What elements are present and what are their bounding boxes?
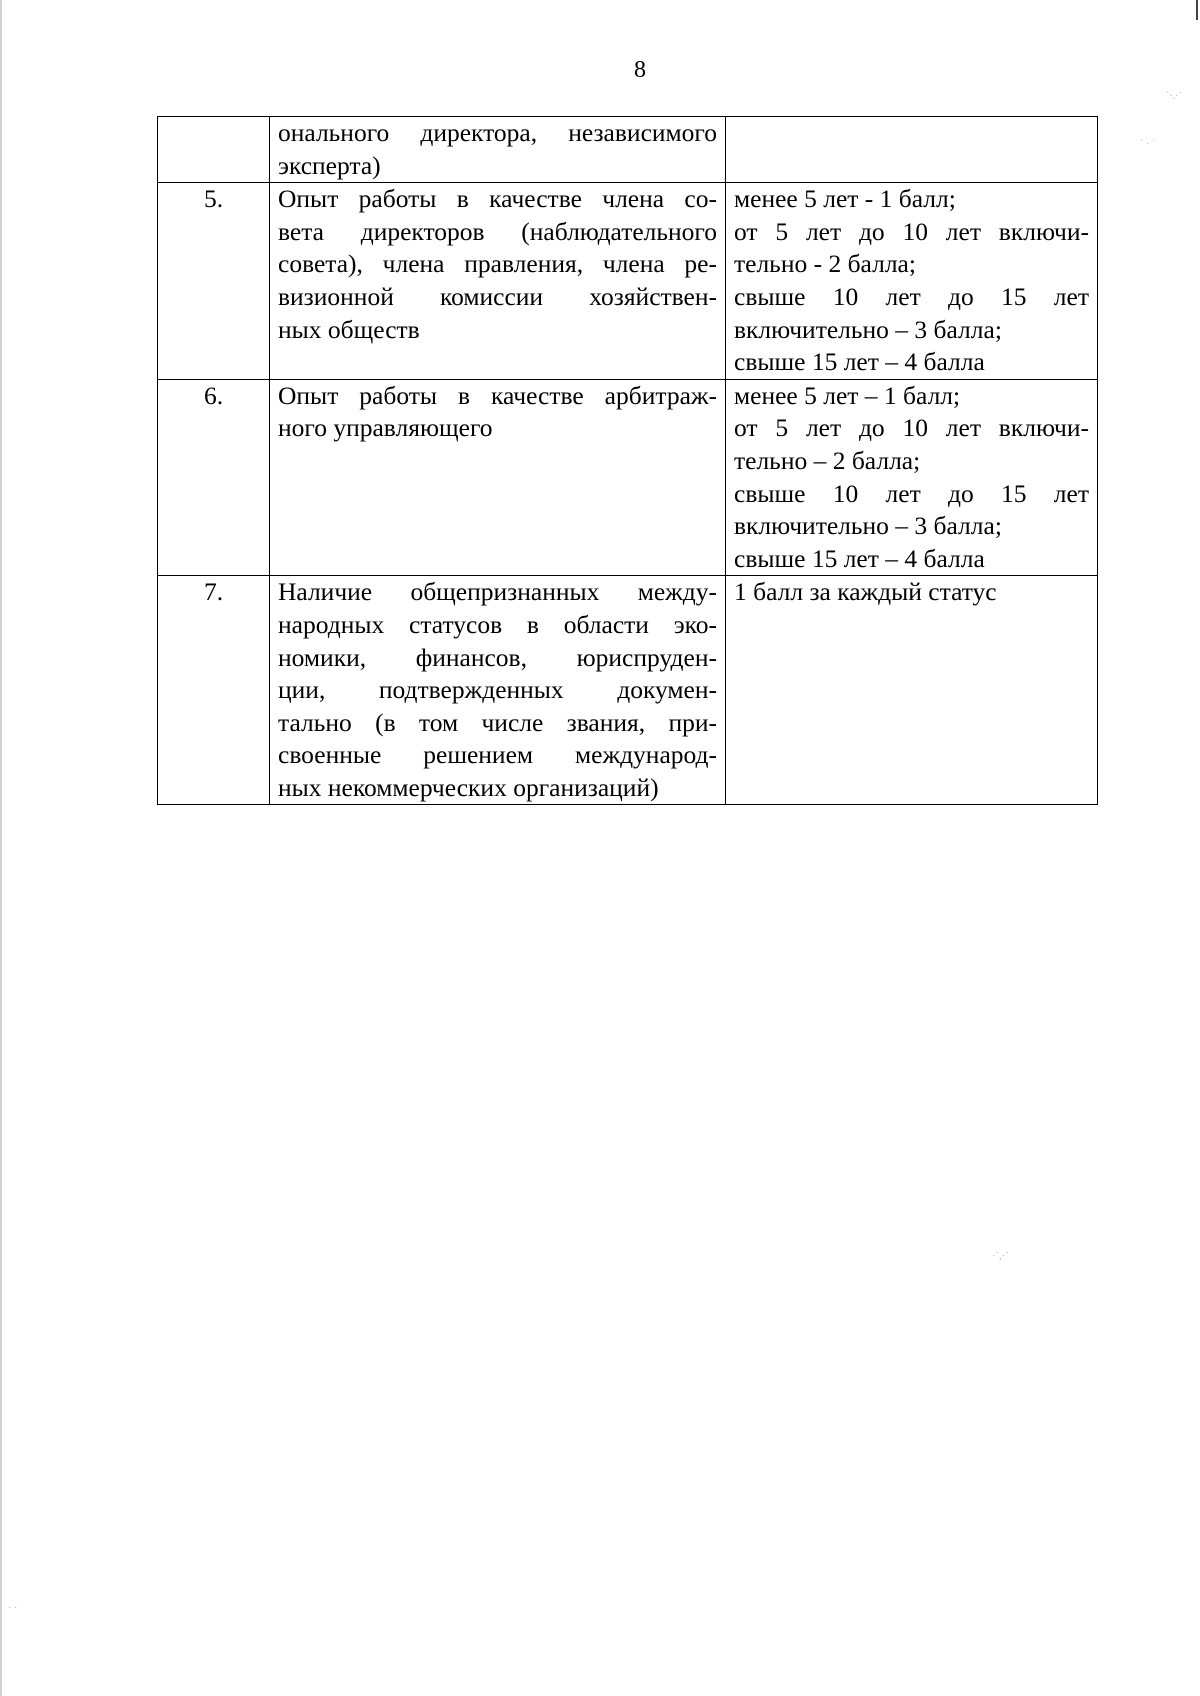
page-number: 8 [634, 57, 646, 83]
criterion-text-line: ного управляющего [278, 413, 493, 443]
score-text-line: свыше 15 лет – 4 балла [734, 543, 985, 573]
table-row [158, 183, 1098, 380]
score-text-line: свыше 10 лет до 15 лет [734, 478, 1089, 508]
criterion-cell [270, 117, 726, 183]
row-number: 6. [203, 380, 224, 410]
row-number-cell [158, 379, 270, 576]
scan-edge-mark-right [1196, 0, 1198, 20]
row-number-cell [158, 117, 270, 183]
score-cell [726, 183, 1098, 380]
criterion-text-line: тально (в том числе звания, при- [278, 707, 717, 737]
scan-speck: ˙·.·˙ [1166, 91, 1182, 102]
criterion-text-line: своенные решением международ- [278, 740, 717, 770]
score-text-line: 1 балл за каждый статус [734, 577, 997, 607]
criterion-text-line: онального директора, независимого [278, 118, 717, 147]
score-text-line: менее 5 лет - 1 балл; [734, 184, 956, 214]
row-number: 5. [203, 184, 224, 214]
score-text-line: свыше 15 лет – 4 балла [734, 347, 985, 377]
scan-speck: · · [8, 1603, 18, 1614]
criteria-table-body [158, 117, 1098, 805]
row-number-cell [158, 183, 270, 380]
criterion-text-line: Наличие общепризнанных между- [278, 577, 717, 607]
criterion-text-line: визионной комиссии хозяйствен- [278, 281, 717, 311]
criterion-text-line: ных обществ [278, 314, 420, 344]
scan-speck: ·˙‚·˙ [992, 1251, 1009, 1262]
score-text-line: от 5 лет до 10 лет включи- [734, 216, 1089, 246]
score-cell [726, 576, 1098, 805]
criterion-cell [270, 183, 726, 380]
row-number-cell [158, 576, 270, 805]
score-cell [726, 117, 1098, 183]
row-number: 7. [203, 577, 224, 607]
criterion-text-line: народных статусов в области эко- [278, 609, 717, 639]
score-cell [726, 379, 1098, 576]
criterion-text-line: ции, подтвержденных докумен- [278, 675, 717, 705]
score-text-line: свыше 10 лет до 15 лет [734, 281, 1089, 311]
criterion-text-line: номики, финансов, юриспруден- [278, 642, 717, 672]
criterion-text-line: эксперта) [278, 150, 381, 180]
score-text-line: от 5 лет до 10 лет включи- [734, 413, 1089, 443]
score-text-line: включительно – 3 балла; [734, 511, 1002, 541]
score-text-line: менее 5 лет – 1 балл; [734, 380, 961, 410]
criterion-cell [270, 379, 726, 576]
criterion-text-line: Опыт работы в качестве арбитраж- [278, 380, 717, 410]
table-row [158, 576, 1098, 805]
table-row [158, 379, 1098, 576]
criteria-table [157, 116, 1098, 805]
criterion-cell [270, 576, 726, 805]
scan-edge-mark-left [0, 0, 2, 1696]
table-row [158, 117, 1098, 183]
score-text-line: тельно – 2 балла; [734, 445, 921, 475]
criterion-text-line: совета), члена правления, члена ре- [278, 249, 717, 279]
scan-speck: ˙ · ˙ [1140, 139, 1155, 150]
criterion-text-line: вета директоров (наблюдательного [278, 216, 717, 246]
score-text-line: тельно - 2 балла; [734, 249, 916, 279]
score-text-line: включительно – 3 балла; [734, 314, 1002, 344]
criterion-text-line: ных некоммерческих организаций) [278, 772, 659, 802]
criterion-text-line: Опыт работы в качестве члена со- [278, 184, 717, 214]
